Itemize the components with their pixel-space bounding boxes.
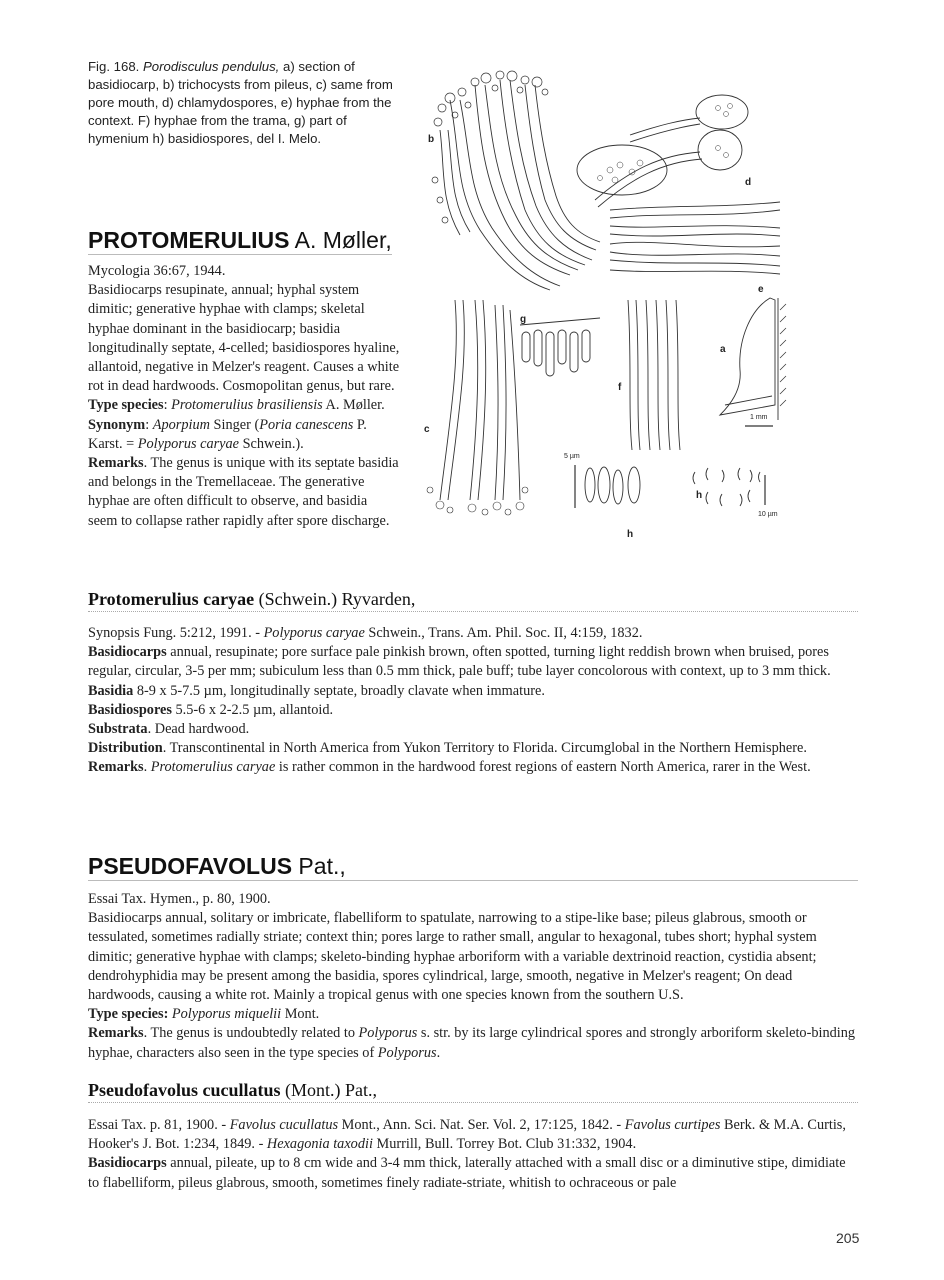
scale-10um: 10 µm [758,511,778,518]
genus2-description: Basidiocarps annual, solitary or imbricate, flabelliform to spatulate, narrowing to a stipe-like base; pileus glabrous, smooth or tessulated, sometimes radially striate; context thin; pores large to rather small, angular to hexagonal, tubes short; hyphal system dimitic; generative hyphae with clamps; skeleto-binding hyphae arboriform with a variable dextrinoid reaction, cystidia absent; dendrohyphidia may be present among the basidia, spores cylindrical, large, smooth, negative in Melzer's reagent; On dead hardwoods, causing a white rot. Mainly a tropical genus with one species known from the southern U.S. [88,910,817,1004]
genus2-body [88,890,860,1063]
label-h2: h [696,490,703,501]
drawing-d [577,95,748,207]
label-g: g [520,314,527,325]
label-h1: h [627,529,634,540]
species2-basidiocarps: Basidiocarps annual, pileate, up to 8 cm wide and 3-4 mm thick, laterally attached with a small disc or a diminutive stipe, dimidiate to flabelliform, pileus glabrous, smooth, sometimes finely radiate-striate, whitish to ochraceous or pale [88,1155,846,1191]
genus2-citation: Essai Tax. Hymen., p. 80, 1900. [88,891,271,907]
genus-heading-pseudofavolus [88,852,858,881]
genus2-name: PSEUDOFAVOLUS [88,853,293,879]
species2-citation: Essai Tax. p. 81, 1900. - Favolus cucullatus Mont., Ann. Sci. Nat. Ser. Vol. 2, 17:125, 1842. - Favolus curtipes Berk. & M.A. Curtis, Hooker's J. Bot. 1:234, 1849. - Hexagonia taxodii Murrill, Bull. Torrey Bot. Club 31:332, 1904. [88,1117,846,1153]
genus2-remarks: Remarks. The genus is undoubtedly related to Polyporus s. str. by its large cylindrical spores and strongly arboriform skeleto-binding hyphae, characters also seen in the type species of Polyporus. [88,1025,856,1061]
figure-caption [88,58,408,148]
genus-author: A. Møller, [289,227,392,253]
drawing-e [610,202,780,274]
scale-5um: 5 µm [564,453,580,460]
genus-name: PROTOMERULIUS [88,227,290,253]
drawing-b [432,71,600,290]
species1-basidiocarps: Basidiocarps annual, resupinate; pore surface pale pinkish brown, often spotted, turning light reddish brown when bruised, pores regular, circular, 3-5 per mm; subiculum less than 0.5 mm thick, pale buff; tube layer concolorous with context, up to 3 mm thick. [88,644,831,680]
label-c: c [424,424,430,435]
species1-distribution: Distribution. Transcontinental in North America from Yukon Territory to Florida. Circumglobal in the Northern Hemisphere. [88,740,807,757]
species1-remarks: Remarks. Protomerulius caryae is rather common in the hardwood forest regions of eastern North America, rarer in the West. [88,759,811,776]
drawing-g [520,318,600,376]
genus1-citation: Mycologia 36:67, 1944. [88,263,226,279]
label-e: e [758,284,764,295]
genus1-remarks: Remarks. The genus is unique with its septate basidia and belongs in the Tremellaceae. The generative hyphae are often difficult to observe, and basidia seem to collapse rather rapidly after spore discharge. [88,455,399,529]
label-f: f [618,382,622,393]
species1-body [88,624,860,778]
caption-species: Porodisculus pendulus, [142,59,280,74]
genus2-type-species: Type species: Polyporus miquelii Mont. [88,1006,320,1023]
label-a: a [720,344,726,355]
species-heading-pseudofavolus-cucullatus: Pseudofavolus cucullatus (Mont.) Pat., [88,1078,858,1103]
genus2-author: Pat., [292,853,346,879]
genus-heading-protomerulius [88,226,392,255]
caption-prefix: Fig. 168. [88,59,143,74]
species1-basidia: Basidia 8-9 x 5-7.5 µm, longitudinally septate, broadly clavate when immature. [88,682,545,699]
drawing-c [427,300,528,515]
species1-substrata: Substrata. Dead hardwood. [88,721,250,738]
genus1-synonym: Synonym: Aporpium Singer (Poria canescens P. Karst. = Polyporus caryae Schwein.). [88,416,367,452]
genus1-type-species: Type species: Protomerulius brasiliensis A. Møller. [88,397,385,414]
species1-basidiospores: Basidiospores 5.5-6 x 2-2.5 µm, allantoid. [88,701,334,718]
genus1-description: Basidiocarps resupinate, annual; hyphal system dimitic; generative hyphae with clamps; skeletal hyphae dominant in the basidiocarp; basidia longitudinally septate, 4-celled; basidiospores hyaline, allantoid, negative in Melzer's reagent. Causes a white rot in dead hardwoods. Cosmopolitan genus, but rare. [88,282,400,395]
species1-citation: Synopsis Fung. 5:212, 1991. - Polyporus caryae Schwein., Trans. Am. Phil. Soc. II, 4:159, 1832. [88,625,643,641]
figure-illustration [400,60,800,540]
page-number: 205 [836,1230,860,1246]
drawing-a [720,298,786,426]
species2-body [88,1116,860,1193]
drawing-f [628,300,680,450]
scale-1mm: 1 mm [750,414,768,421]
drawing-h [575,465,765,508]
genus1-body [88,262,400,531]
label-d: d [745,177,752,188]
species-heading-protomerulius-caryae: Protomerulius caryae (Schwein.) Ryvarden, [88,587,858,612]
label-b: b [428,134,435,145]
caption-text: a) section of basidiocarp, b) trichocysts from pileus, c) same from pore mouth, d) chlamydospores, e) hyphae from the context. F) hyphae from the trama, g) part of hymenium h) basidiospores, del I. Melo. [88,59,393,146]
